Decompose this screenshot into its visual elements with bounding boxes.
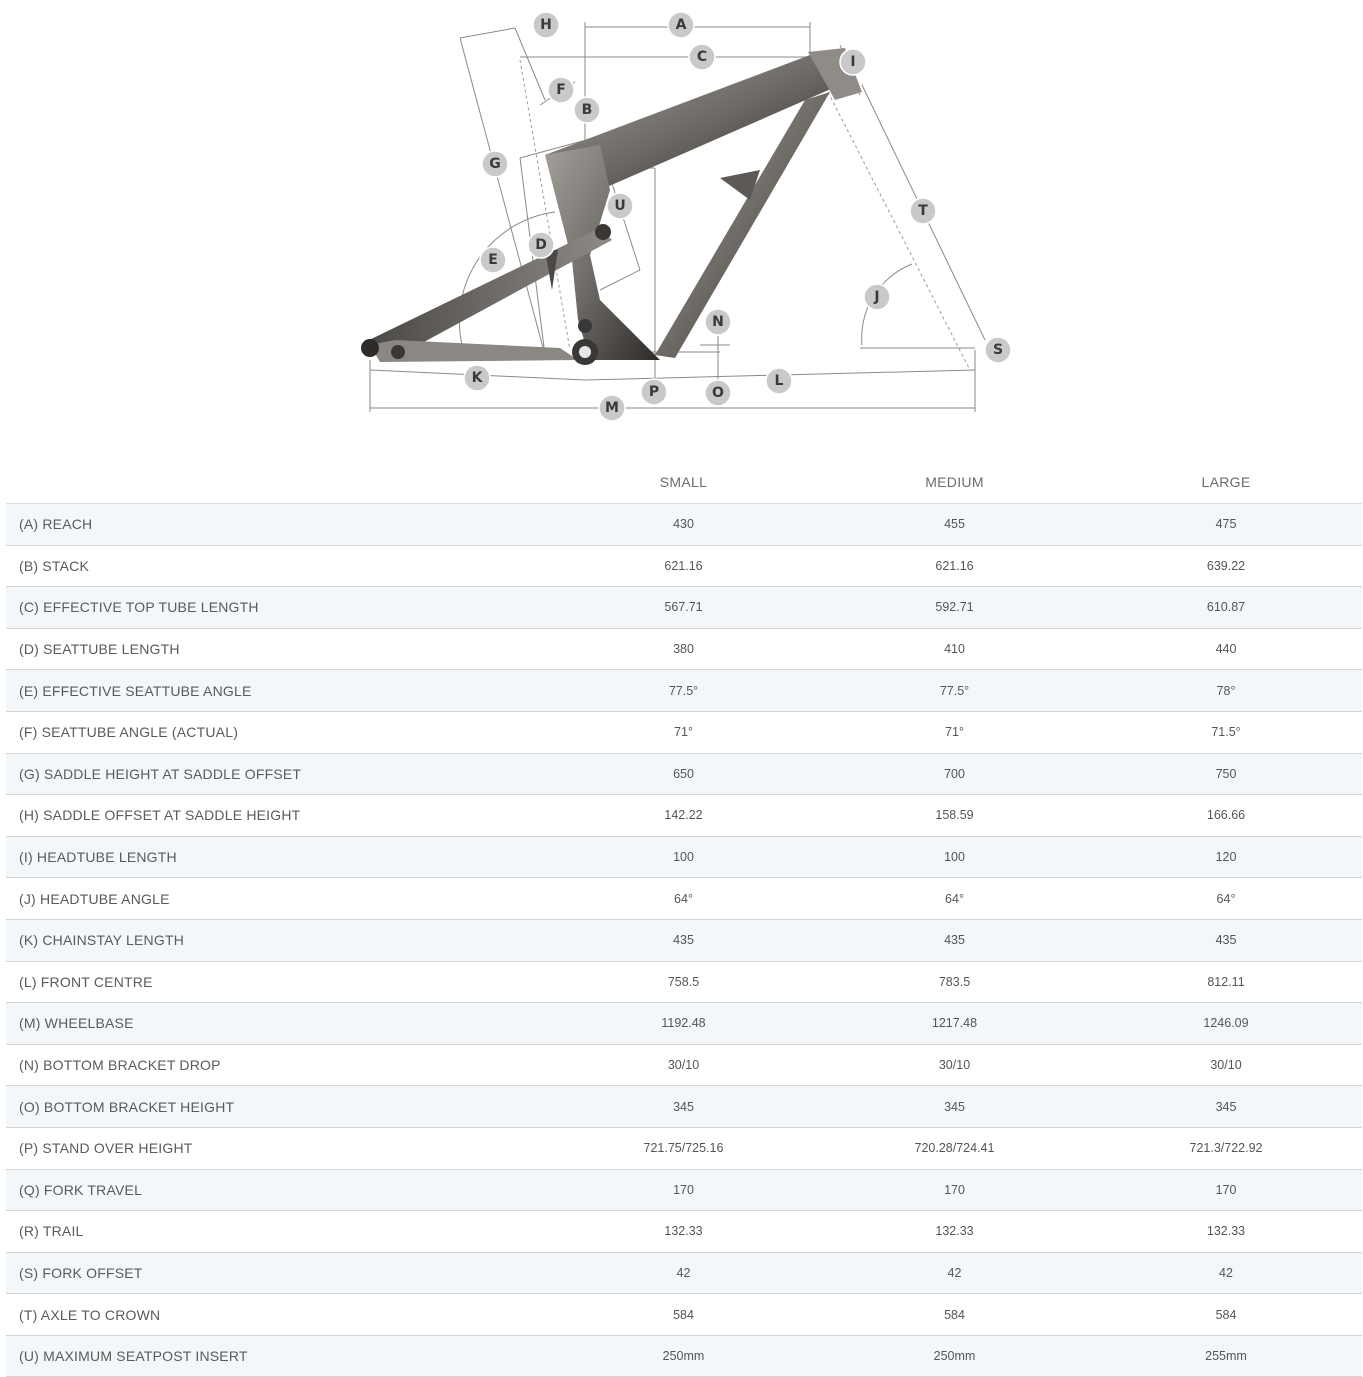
table-row (6, 545, 1362, 587)
cell-small: 77.5° (548, 670, 819, 712)
table-row (6, 1127, 1362, 1169)
svg-text:B: B (581, 102, 593, 118)
table-row (6, 504, 1362, 546)
label-badge-B (574, 97, 600, 123)
row-label: (T) AXLE TO CROWN (6, 1294, 548, 1336)
cell-large: 345 (1090, 1086, 1362, 1128)
cell-small: 621.16 (548, 545, 819, 587)
cell-large: 812.11 (1090, 961, 1362, 1003)
label-badge-O (705, 380, 731, 406)
table-row (6, 961, 1362, 1003)
svg-text:K: K (471, 370, 483, 386)
svg-text:H: H (540, 17, 552, 33)
row-label: (G) SADDLE HEIGHT AT SADDLE OFFSET (6, 753, 548, 795)
cell-medium: 42 (819, 1252, 1090, 1294)
cell-medium: 71° (819, 711, 1090, 753)
cell-small: 584 (548, 1294, 819, 1336)
row-label: (Q) FORK TRAVEL (6, 1169, 548, 1211)
table-row (6, 795, 1362, 837)
cell-medium: 720.28/724.41 (819, 1127, 1090, 1169)
table-row (6, 1169, 1362, 1211)
cell-medium: 250mm (819, 1335, 1090, 1377)
header-large: LARGE (1090, 461, 1362, 504)
cell-large: 435 (1090, 919, 1362, 961)
cell-small: 250mm (548, 1335, 819, 1377)
table-row (6, 753, 1362, 795)
row-label: (L) FRONT CENTRE (6, 961, 548, 1003)
cell-medium: 158.59 (819, 795, 1090, 837)
label-badge-T (910, 198, 936, 224)
row-label: (N) BOTTOM BRACKET DROP (6, 1044, 548, 1086)
cell-large: 42 (1090, 1252, 1362, 1294)
cell-large: 584 (1090, 1294, 1362, 1336)
svg-text:O: O (712, 385, 724, 401)
cell-medium: 783.5 (819, 961, 1090, 1003)
header-small: SMALL (548, 461, 819, 504)
header-label-column (6, 461, 548, 504)
cell-large: 170 (1090, 1169, 1362, 1211)
label-badge-N (705, 309, 731, 335)
row-label: (I) HEADTUBE LENGTH (6, 836, 548, 878)
cell-medium: 455 (819, 504, 1090, 546)
row-label: (K) CHAINSTAY LENGTH (6, 919, 548, 961)
row-label: (M) WHEELBASE (6, 1003, 548, 1045)
cell-small: 567.71 (548, 587, 819, 629)
frame-geometry-diagram (350, 0, 1020, 440)
svg-text:D: D (535, 237, 547, 253)
table-row (6, 919, 1362, 961)
row-label: (F) SEATTUBE ANGLE (ACTUAL) (6, 711, 548, 753)
label-badge-M (599, 395, 625, 421)
cell-large: 255mm (1090, 1335, 1362, 1377)
row-label: (D) SEATTUBE LENGTH (6, 628, 548, 670)
cell-small: 30/10 (548, 1044, 819, 1086)
svg-text:N: N (712, 314, 724, 330)
cell-medium: 435 (819, 919, 1090, 961)
svg-text:G: G (489, 156, 501, 172)
table-row (6, 1003, 1362, 1045)
cell-medium: 592.71 (819, 587, 1090, 629)
table-row (6, 670, 1362, 712)
table-row (6, 1252, 1362, 1294)
geometry-table (6, 461, 1362, 1377)
table-body (6, 504, 1362, 1377)
cell-large: 120 (1090, 836, 1362, 878)
cell-medium: 64° (819, 878, 1090, 920)
cell-large: 475 (1090, 504, 1362, 546)
cell-medium: 170 (819, 1169, 1090, 1211)
cell-small: 100 (548, 836, 819, 878)
svg-text:A: A (675, 17, 687, 33)
cell-medium: 1217.48 (819, 1003, 1090, 1045)
row-label: (P) STAND OVER HEIGHT (6, 1127, 548, 1169)
cell-small: 132.33 (548, 1211, 819, 1253)
cell-small: 380 (548, 628, 819, 670)
label-badge-S (985, 337, 1011, 363)
table-row (6, 1211, 1362, 1253)
label-badge-J (864, 284, 890, 310)
cell-small: 650 (548, 753, 819, 795)
cell-medium: 77.5° (819, 670, 1090, 712)
cell-medium: 700 (819, 753, 1090, 795)
row-label: (B) STACK (6, 545, 548, 587)
cell-small: 435 (548, 919, 819, 961)
label-badge-E (480, 247, 506, 273)
cell-medium: 345 (819, 1086, 1090, 1128)
svg-text:P: P (648, 384, 660, 400)
svg-text:E: E (488, 252, 498, 268)
label-badge-L (766, 368, 792, 394)
cell-small: 64° (548, 878, 819, 920)
row-label: (J) HEADTUBE ANGLE (6, 878, 548, 920)
svg-text:I: I (850, 54, 856, 70)
label-badge-G (482, 151, 508, 177)
label-badge-U (607, 193, 633, 219)
label-badge-D (528, 232, 554, 258)
svg-text:C: C (696, 49, 708, 65)
cell-large: 440 (1090, 628, 1362, 670)
svg-text:M: M (605, 400, 619, 416)
cell-small: 42 (548, 1252, 819, 1294)
cell-large: 132.33 (1090, 1211, 1362, 1253)
svg-text:U: U (614, 198, 626, 214)
table-row (6, 711, 1362, 753)
cell-medium: 621.16 (819, 545, 1090, 587)
label-badge-I (840, 49, 866, 75)
svg-text:T: T (918, 203, 928, 219)
row-label: (A) REACH (6, 504, 548, 546)
frame-geometry-svg (350, 0, 1020, 440)
table-row (6, 587, 1362, 629)
cell-medium: 132.33 (819, 1211, 1090, 1253)
cell-medium: 584 (819, 1294, 1090, 1336)
row-label: (E) EFFECTIVE SEATTUBE ANGLE (6, 670, 548, 712)
header-medium: MEDIUM (819, 461, 1090, 504)
cell-small: 1192.48 (548, 1003, 819, 1045)
label-badge-K (464, 365, 490, 391)
cell-large: 639.22 (1090, 545, 1362, 587)
table-row (6, 1335, 1362, 1377)
cell-small: 71° (548, 711, 819, 753)
table-row (6, 836, 1362, 878)
row-label: (H) SADDLE OFFSET AT SADDLE HEIGHT (6, 795, 548, 837)
cell-medium: 30/10 (819, 1044, 1090, 1086)
cell-small: 758.5 (548, 961, 819, 1003)
cell-large: 1246.09 (1090, 1003, 1362, 1045)
label-badge-F (548, 77, 574, 103)
svg-text:F: F (556, 82, 566, 98)
cell-medium: 100 (819, 836, 1090, 878)
table-row (6, 628, 1362, 670)
table-row (6, 1086, 1362, 1128)
cell-large: 64° (1090, 878, 1362, 920)
row-label: (O) BOTTOM BRACKET HEIGHT (6, 1086, 548, 1128)
svg-text:S: S (992, 342, 1004, 358)
row-label: (C) EFFECTIVE TOP TUBE LENGTH (6, 587, 548, 629)
cell-small: 170 (548, 1169, 819, 1211)
cell-small: 142.22 (548, 795, 819, 837)
label-badge-A (668, 12, 694, 38)
cell-large: 166.66 (1090, 795, 1362, 837)
cell-medium: 410 (819, 628, 1090, 670)
svg-text:J: J (874, 289, 880, 305)
row-label: (U) MAXIMUM SEATPOST INSERT (6, 1335, 548, 1377)
cell-large: 721.3/722.92 (1090, 1127, 1362, 1169)
cell-small: 430 (548, 504, 819, 546)
cell-small: 721.75/725.16 (548, 1127, 819, 1169)
cell-large: 30/10 (1090, 1044, 1362, 1086)
label-badge-C (689, 44, 715, 70)
svg-text:L: L (774, 373, 784, 389)
label-badge-H (533, 12, 559, 38)
cell-large: 78° (1090, 670, 1362, 712)
row-label: (R) TRAIL (6, 1211, 548, 1253)
cell-large: 71.5° (1090, 711, 1362, 753)
cell-small: 345 (548, 1086, 819, 1128)
table-row (6, 878, 1362, 920)
label-badge-P (641, 379, 667, 405)
cell-large: 750 (1090, 753, 1362, 795)
row-label: (S) FORK OFFSET (6, 1252, 548, 1294)
cell-large: 610.87 (1090, 587, 1362, 629)
table-header-row (6, 461, 1362, 504)
table-row (6, 1044, 1362, 1086)
table-row (6, 1294, 1362, 1336)
